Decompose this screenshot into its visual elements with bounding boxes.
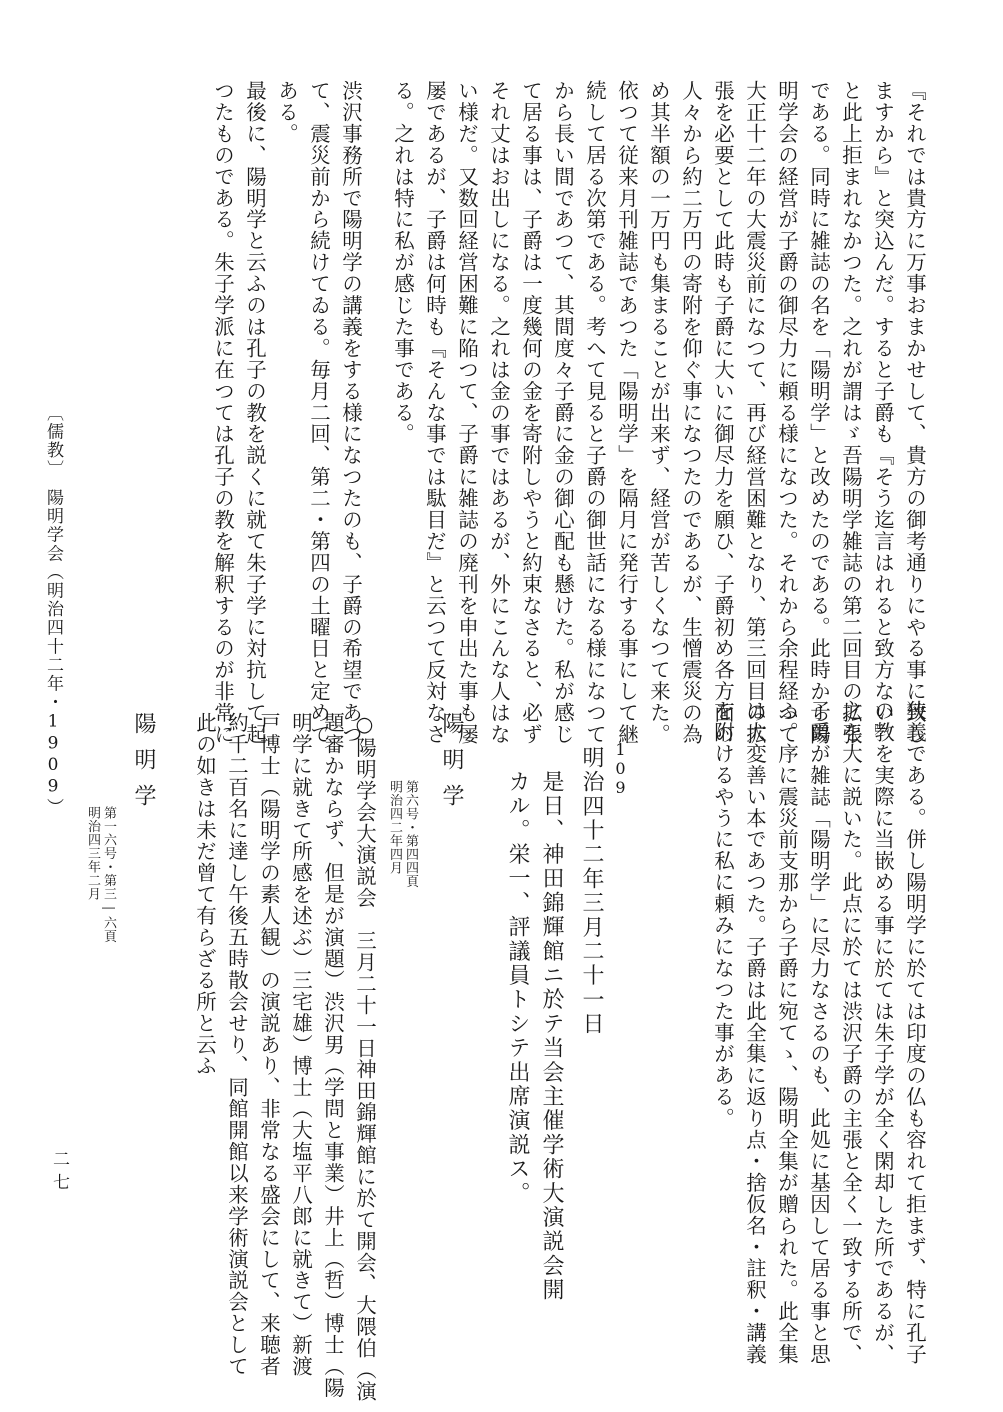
article-column: 約千二百名に達し午後五時散会せり、同館開館以来学術演説会として bbox=[224, 712, 249, 1377]
text-column: ある。 bbox=[274, 80, 299, 145]
text-column: て居る事は、子爵は一度幾何の金を寄附しやうと約束なさると、必ず bbox=[518, 80, 543, 745]
article-column: 戸博士（陽明学の素人観）の演説あり、非常なる盛会にして、来聴者 bbox=[256, 712, 281, 1377]
entry-number: 109 bbox=[611, 740, 630, 797]
text-column: 続して居る次第である。考へて見ると子爵の御世話になる様になつて bbox=[582, 80, 607, 745]
text-column: つたものである。朱子学派に在つては孔子の教を解釈するのが非常に bbox=[210, 80, 235, 745]
text-column: を附けるやうに私に頼みになつた事がある。 bbox=[710, 700, 735, 1129]
source-note: 明治四三年二月 bbox=[85, 806, 100, 901]
text-column: 屡であるが、子爵は何時も『そんな事では駄目だ』と云つて反対なさ bbox=[422, 80, 447, 745]
entry-date: 明治四十二年三月二十一日 bbox=[579, 746, 604, 1037]
text-column: 張を必要として此時も子爵に大いに御尽力を願ひ、子爵初め各方面の bbox=[710, 80, 735, 745]
text-column: と此上拒まれなかつた。之れが謂はゞ吾陽明学雑誌の第二回目の拡張 bbox=[838, 80, 863, 745]
article-column: 題審かならず、但是が演題）渋沢男（学問と事業）井上（哲）博士（陽 bbox=[320, 712, 345, 1399]
text-column: である。同時に雑誌の名を「陽明学」と改めたのである。此時から陽 bbox=[806, 80, 831, 745]
source-title: 陽明学 bbox=[439, 712, 464, 820]
text-column: 狭義である。併し陽明学に於ては印度の仏も容れて拒まず、特に孔子 bbox=[902, 700, 927, 1365]
text-column: ふ。序に震災前支那から子爵に宛てゝ、陽明全集が贈られた。此全集 bbox=[774, 700, 799, 1365]
text-column: る。之れは特に私が感じた事である。 bbox=[390, 80, 415, 445]
text-column: い様だ。又数回経営困難に陥つて、子爵に雑誌の廃刊を申出た事も屡 bbox=[454, 80, 479, 745]
text-column: の教を実際に当嵌める事に於ては朱子学が全く閑却した所であるが、 bbox=[870, 700, 895, 1365]
source-note: 明治四二年四月 bbox=[387, 780, 402, 875]
text-column: め其半額の一万円も集まることが出来ず、経営が苦しくなつて来た。 bbox=[646, 80, 671, 745]
article-column: 明学に就きて所感を述ぶ）三宅雄）博士（大塩平八郎に就きて）新渡 bbox=[288, 712, 313, 1377]
text-column: それ丈はお出しになる。之れは金の事ではあるが、外にこんな人はな bbox=[486, 80, 511, 745]
entry-text: 是日、神田錦輝館ニ於テ当会主催学術大演説会開 bbox=[539, 770, 564, 1303]
text-column: 依つて従来月刊雑誌であつた「陽明学」を隔月に発行する事にして継 bbox=[614, 80, 639, 745]
text-column: は大変善い本であつた。子爵は此全集に返り点・捨仮名・註釈・講義 bbox=[742, 700, 767, 1365]
article-column: 此の如きは未だ曾て有らざる所と云ふ bbox=[192, 712, 217, 1077]
text-column: て、震災前から続けてゐる。毎月二回、第二・第四の土曜日と定めて bbox=[306, 80, 331, 745]
text-column: 人々から約二万円の寄附を仰ぐ事になつたのであるが、生憎震災の為 bbox=[678, 80, 703, 745]
article-column: ○陽明学会大演説会 三月二十一日神田錦輝館に於て開会、大隈伯（演 bbox=[352, 712, 377, 1402]
text-column: 最後に、陽明学と云ふのは孔子の教を説くに就て朱子学に対抗して起 bbox=[242, 80, 267, 745]
source-title: 陽明学 bbox=[131, 712, 156, 820]
text-column: 『それでは貴方に万事おまかせして、貴方の御考通りにやる事に致し bbox=[902, 80, 927, 745]
text-column: から長い間であつて、其間度々子爵に金の御心配も懸けた。私が感じ bbox=[550, 80, 575, 745]
text-column: 明学会の経営が子爵の御尽力に頼る様になつた。それから余程経つて bbox=[774, 80, 799, 745]
page-number: 二七 bbox=[49, 1150, 69, 1196]
source-note: 第一六号・第三―六頁 bbox=[101, 806, 116, 943]
source-note: 第六号・第四四頁 bbox=[403, 780, 418, 888]
text-column: ますから』と突込んだ。すると子爵も『そう迄言はれると致方ない』 bbox=[870, 80, 895, 745]
text-column: 之を大に説いた。此点に於ては渋沢子爵の主張と全く一致する所で、 bbox=[838, 700, 863, 1365]
running-footer: 〔儒教〕 陽明学会（明治四十二年・1909） bbox=[43, 404, 63, 817]
entry-text: カル。栄一、評議員トシテ出席演説ス。 bbox=[505, 770, 530, 1206]
text-column: 大正十二年の大震災前になつて、再び経営困難となり、第三回目の拡 bbox=[742, 80, 767, 745]
text-column: 子爵が雑誌「陽明学」に尽力なさるのも、此処に基因して居る事と思 bbox=[806, 700, 831, 1365]
text-column: 渋沢事務所で陽明学の講義をする様になつたのも、子爵の希望であつ bbox=[338, 80, 363, 745]
